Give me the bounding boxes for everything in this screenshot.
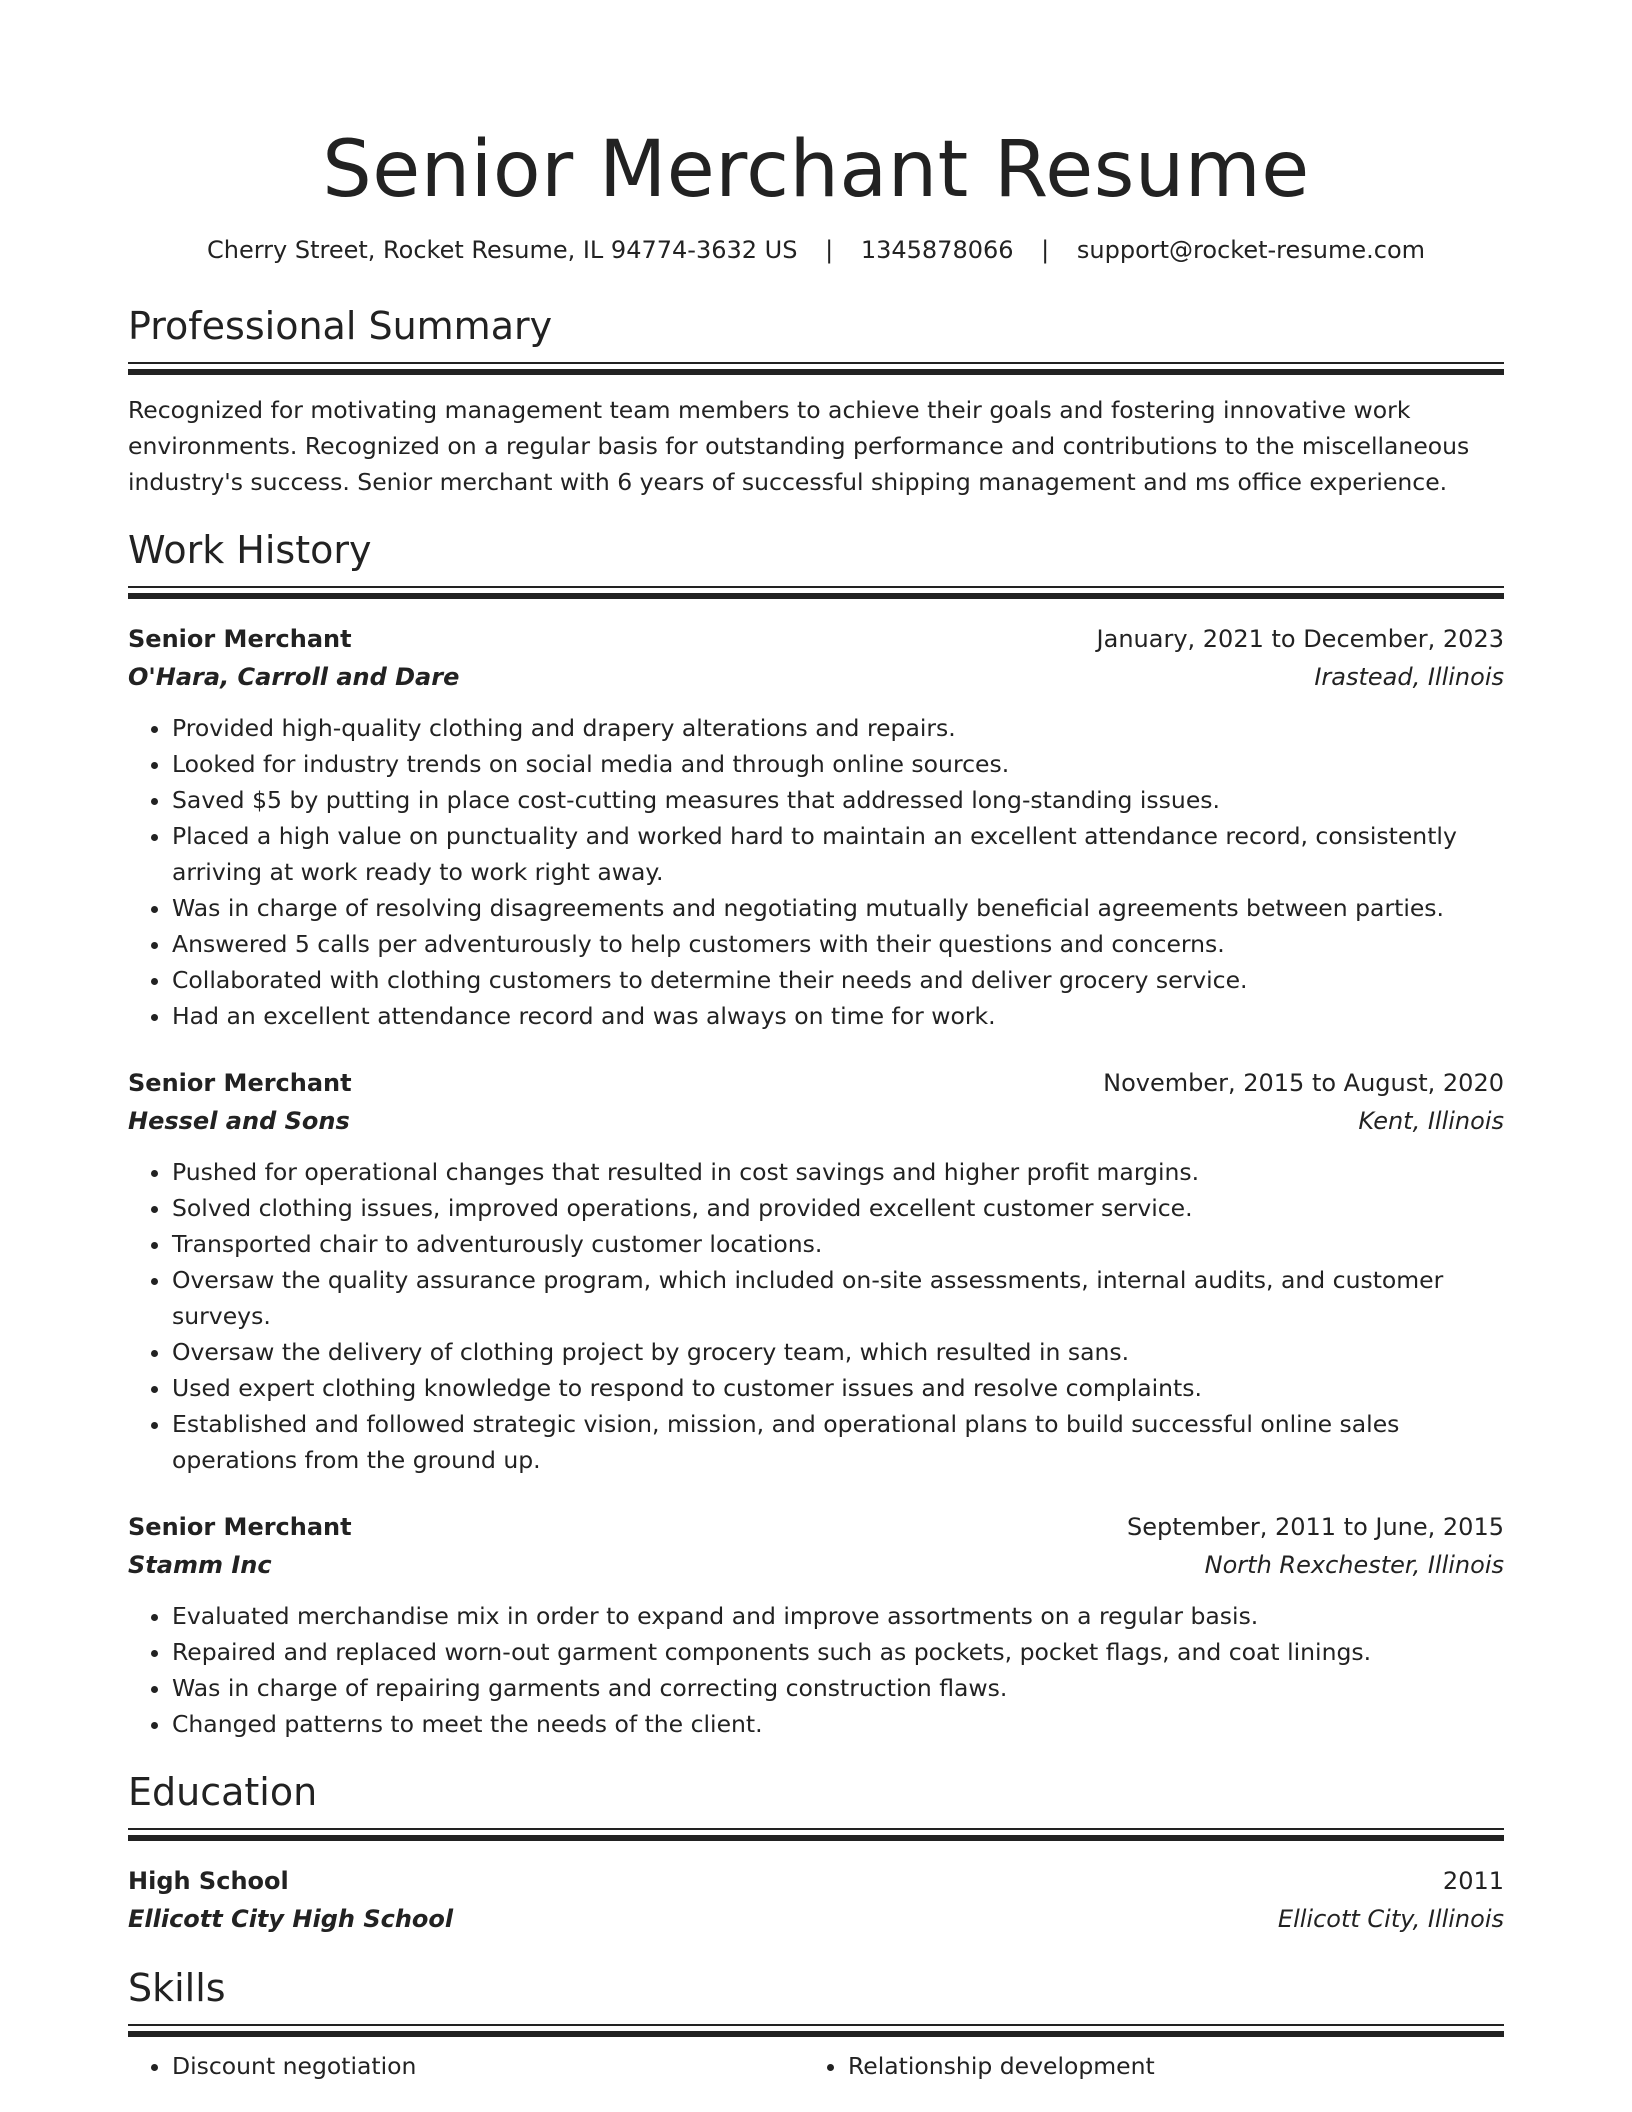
education-header: [128, 1862, 1504, 1900]
skills-grid: [128, 2048, 1504, 2084]
job-bullet: • Established and followed strategic vision, mission, and operational plans to build successful online sales operations from the ground up.: [172, 1406, 1504, 1478]
job-company: Stamm Inc: [128, 1551, 272, 1579]
job-bullet: • Had an excellent attendance record and was always on time for work.: [172, 998, 1504, 1034]
education-section: [128, 1768, 1504, 1938]
summary-section: [128, 302, 1504, 500]
job-bullet: • Was in charge of resolving disagreements and negotiating mutually beneficial agreements between parties.: [172, 890, 1504, 926]
job-title: Senior Merchant: [128, 1513, 352, 1541]
skill-item: • Discount negotiation: [172, 2048, 804, 2084]
job-bullets: [128, 1598, 1504, 1742]
skill-item: • Relationship development: [848, 2048, 1480, 2084]
job-subheader: [128, 1102, 1504, 1140]
job-entry: [128, 1508, 1504, 1742]
contact-separator: |: [1041, 236, 1050, 264]
job-bullet: • Evaluated merchandise mix in order to expand and improve assortments on a regular basis.: [172, 1598, 1504, 1634]
job-bullet: • Saved $5 by putting in place cost-cutting measures that addressed long-standing issues.: [172, 782, 1504, 818]
job-header: [128, 620, 1504, 658]
job-bullets: [128, 710, 1504, 1034]
skills-section: [128, 1964, 1504, 2084]
job-bullet: • Pushed for operational changes that resulted in cost savings and higher profit margins.: [172, 1154, 1504, 1190]
job-bullets: [128, 1154, 1504, 1478]
job-bullet: • Solved clothing issues, improved operations, and provided excellent customer service.: [172, 1190, 1504, 1226]
job-entry: [128, 1064, 1504, 1478]
job-location: Irastead, Illinois: [1314, 663, 1504, 691]
job-title: Senior Merchant: [128, 1069, 352, 1097]
section-divider: [128, 2024, 1504, 2038]
job-location: North Rexchester, Illinois: [1204, 1551, 1504, 1579]
address-text: Cherry Street, Rocket Resume, IL 94774-3632 US: [206, 236, 798, 264]
skills-column-right: [804, 2048, 1480, 2084]
summary-heading: Professional Summary: [128, 304, 553, 348]
work-history-section: [128, 526, 1504, 1742]
job-company: O'Hara, Carroll and Dare: [128, 663, 460, 691]
skills-heading: Skills: [128, 1966, 226, 2010]
job-header: [128, 1508, 1504, 1546]
job-bullet: • Changed patterns to meet the needs of the client.: [172, 1706, 1504, 1742]
education-school: Ellicott City High School: [128, 1905, 454, 1933]
education-year: 2011: [1442, 1867, 1504, 1895]
job-dates: September, 2011 to June, 2015: [1127, 1513, 1504, 1541]
job-location: Kent, Illinois: [1358, 1107, 1504, 1135]
work-history-heading: Work History: [128, 528, 372, 572]
education-location: Ellicott City, Illinois: [1277, 1905, 1504, 1933]
job-bullet: • Collaborated with clothing customers to determine their needs and deliver grocery service.: [172, 962, 1504, 998]
job-bullet: • Placed a high value on punctuality and worked hard to maintain an excellent attendance record, consistently arriving at work ready to work right away.: [172, 818, 1504, 890]
job-header: [128, 1064, 1504, 1102]
education-subheader: [128, 1900, 1504, 1938]
job-bullet: • Used expert clothing knowledge to respond to customer issues and resolve complaints.: [172, 1370, 1504, 1406]
skills-column-left: [128, 2048, 804, 2084]
job-subheader: [128, 1546, 1504, 1584]
job-bullet: • Looked for industry trends on social media and through online sources.: [172, 746, 1504, 782]
job-bullet: • Answered 5 calls per adventurously to help customers with their questions and concerns.: [172, 926, 1504, 962]
job-entry: [128, 620, 1504, 1034]
job-bullet: • Provided high-quality clothing and drapery alterations and repairs.: [172, 710, 1504, 746]
resume-title: Senior Merchant Resume: [322, 125, 1310, 215]
phone-text: 1345878066: [860, 236, 1014, 264]
email-link[interactable]: support@rocket-resume.com: [1076, 236, 1425, 264]
job-bullet: • Was in charge of repairing garments and correcting construction flaws.: [172, 1670, 1504, 1706]
job-bullet: • Oversaw the delivery of clothing project by grocery team, which resulted in sans.: [172, 1334, 1504, 1370]
job-bullet: • Oversaw the quality assurance program, which included on-site assessments, internal audits, and customer surveys.: [172, 1262, 1504, 1334]
section-divider: [128, 586, 1504, 600]
education-degree: High School: [128, 1867, 289, 1895]
job-dates: January, 2021 to December, 2023: [1096, 625, 1504, 653]
summary-text: Recognized for motivating management team members to achieve their goals and fostering innovative work environments. Recognized on a regular basis for outstanding performance and contributions to the miscellaneous industry's success. Senior merchant with 6 years of successful shipping management and ms office experience.: [128, 396, 1470, 496]
section-divider: [128, 362, 1504, 376]
job-subheader: [128, 658, 1504, 696]
job-company: Hessel and Sons: [128, 1107, 350, 1135]
contact-line: [128, 234, 1504, 266]
job-dates: November, 2015 to August, 2020: [1103, 1069, 1504, 1097]
job-bullet: • Repaired and replaced worn-out garment components such as pockets, pocket flags, and coat linings.: [172, 1634, 1504, 1670]
contact-separator: |: [825, 236, 834, 264]
job-title: Senior Merchant: [128, 625, 352, 653]
resume-page: [128, 0, 1504, 2084]
education-entry: [128, 1862, 1504, 1938]
section-divider: [128, 1828, 1504, 1842]
education-heading: Education: [128, 1770, 318, 1814]
job-bullet: • Transported chair to adventurously customer locations.: [172, 1226, 1504, 1262]
